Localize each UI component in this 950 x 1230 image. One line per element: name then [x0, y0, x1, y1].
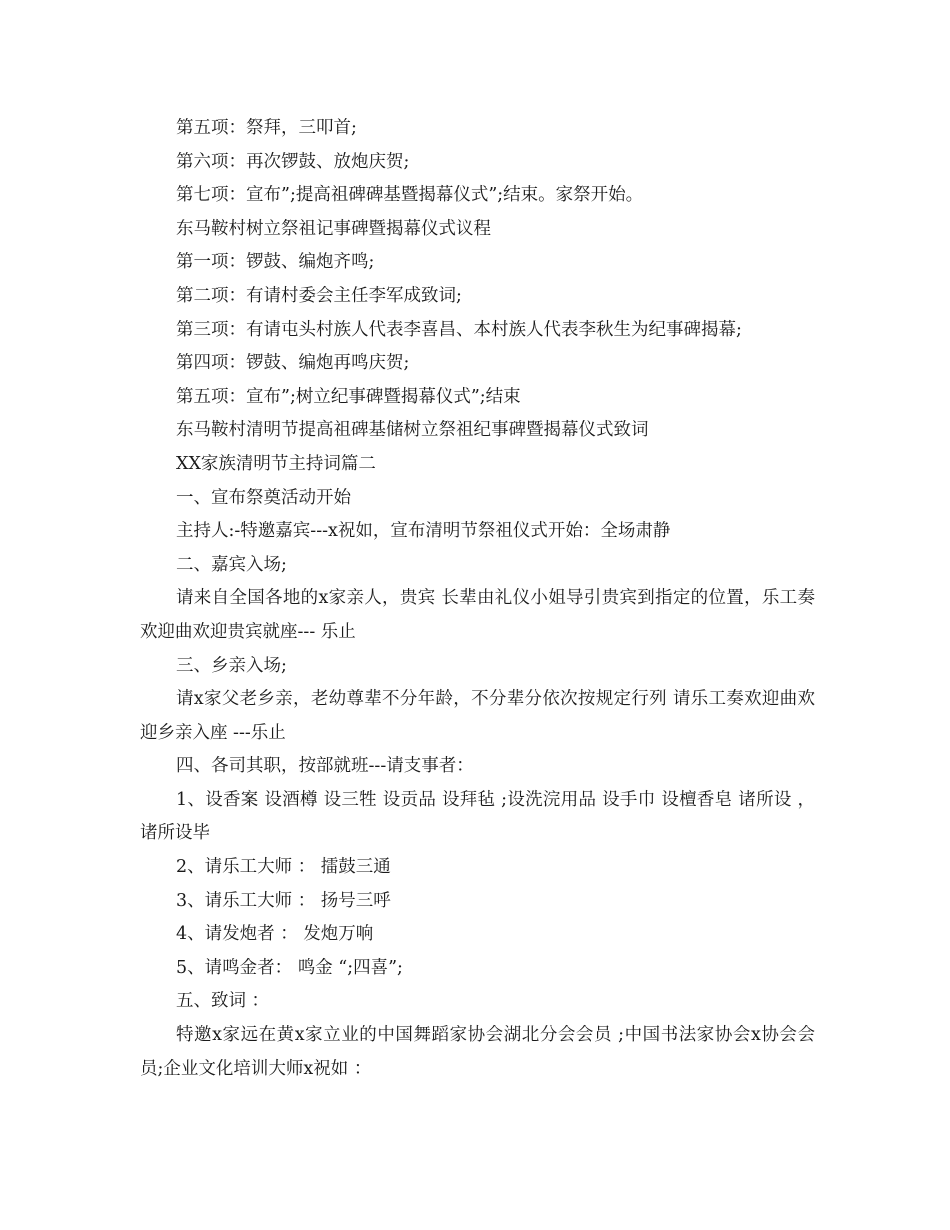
paragraph-item-5: 第五项：宣布”;树立纪事碑暨揭幕仪式”;结束 — [176, 386, 521, 407]
paragraph-item-3: 第三项：有请屯头村族人代表李喜昌、本村族人代表李秋生为纪事碑揭幕; — [176, 319, 742, 340]
paragraph-part-5: 五、致词 ： — [176, 991, 270, 1012]
section-heading: XX家族清明节主持词篇二 — [176, 453, 376, 474]
paragraph-agenda-title: 东马鞍村树立祭祖记事碑暨揭幕仪式议程 — [176, 218, 491, 239]
paragraph-guests: 请来自全国各地的x家亲人，贵宾 长辈由礼仪小姐导引贵宾到指定的位置，乐工奏欢迎曲欢迎贵宾就座--- 乐止 — [140, 588, 815, 642]
paragraph-villagers: 请x家父老乡亲，老幼尊辈不分年龄，不分辈分依次按规定行列 请乐工奏欢迎曲欢迎乡亲入座 ---乐止 — [140, 689, 815, 743]
paragraph-part-4: 四、各司其职，按部就班---请支事者： — [176, 756, 474, 777]
paragraph-drums: 2、请乐工大师 ： 擂鼓三通 — [176, 857, 391, 878]
paragraph-part-2: 二、嘉宾入场; — [176, 554, 287, 575]
paragraph-setup-list: 1、设香案 设酒樽 设三牲 设贡品 设拜毡 ;设洗浣用品 设手巾 设檀香皂 诸所设 ，诸所设毕 — [140, 789, 815, 844]
paragraph-host: 主持人:-特邀嘉宾---x祝如，宣布清明节祭祖仪式开始：全场肃静 — [176, 521, 671, 542]
paragraph-step-5-worship: 第五项：祭拜，三叩首; — [176, 118, 357, 138]
paragraph-part-3: 三、乡亲入场; — [176, 655, 287, 676]
paragraph-speaker-intro: 特邀x家远在黄x家立业的中国舞蹈家协会湖北分会会员 ;中国书法家协会x协会会员;企业文化培训大师x祝如 ： — [140, 1025, 815, 1079]
paragraph-part-1: 一、宣布祭奠活动开始 — [176, 487, 351, 508]
paragraph-item-4: 第四项：锣鼓、编炮再鸣庆贺; — [176, 353, 410, 374]
paragraph-speech-title: 东马鞍村清明节提高祖碑基储树立祭祖纪事碑暨揭幕仪式致词 — [176, 420, 649, 441]
paragraph-item-2: 第二项：有请村委会主任李军成致词; — [176, 285, 462, 306]
paragraph-gong: 5、请鸣金者： 鸣金 “;四喜”; — [176, 957, 403, 978]
paragraph-horns: 3、请乐工大师 ： 扬号三呼 — [176, 890, 391, 911]
paragraph-step-6-celebrate: 第六项：再次锣鼓、放炮庆贺; — [176, 151, 410, 172]
paragraph-firecrackers: 4、请发炮者 ： 发炮万响 — [176, 924, 374, 945]
paragraph-item-1: 第一项：锣鼓、编炮齐鸣; — [176, 252, 375, 273]
document-body — [140, 112, 815, 1086]
paragraph-step-7-announce: 第七项：宣布”;提高祖碑碑基暨揭幕仪式”;结束。家祭开始。 — [176, 185, 644, 206]
